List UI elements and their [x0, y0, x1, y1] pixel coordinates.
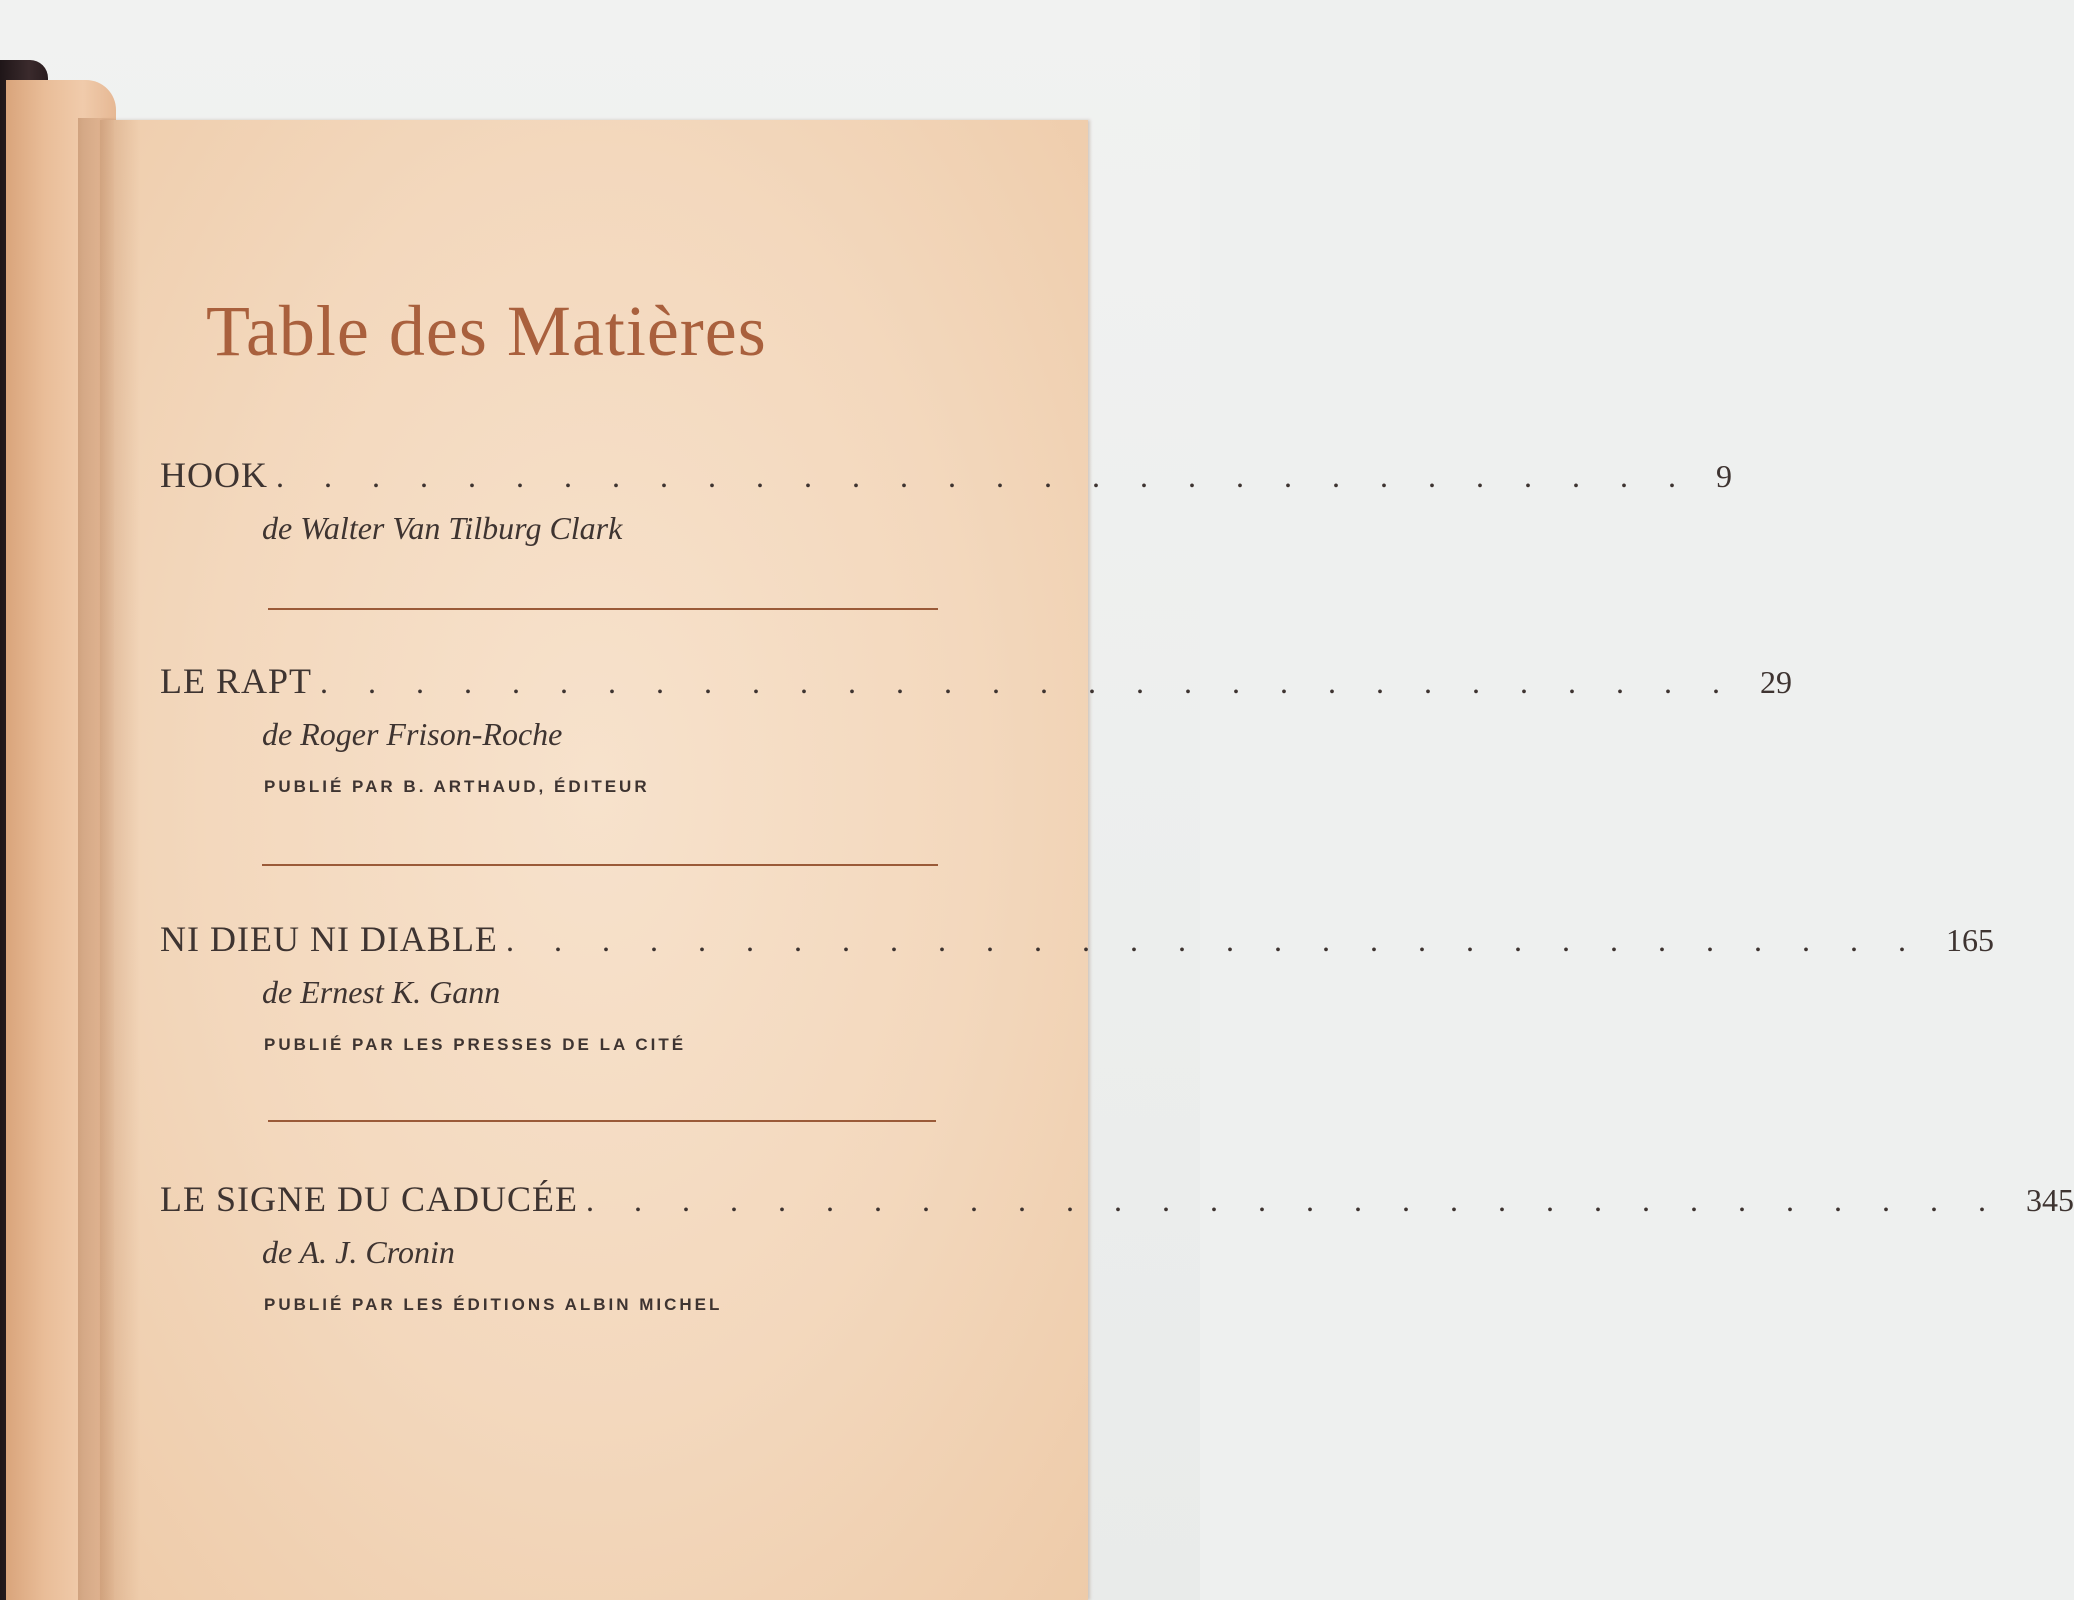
gutter — [78, 118, 114, 1600]
entry-title: HOOK — [160, 455, 268, 495]
entry-author: de A. J. Cronin — [262, 1234, 455, 1270]
entry-author: de Roger Frison-Roche — [262, 716, 563, 752]
entry-publisher: PUBLIÉ PAR LES PRESSES DE LA CITÉ — [264, 1035, 687, 1054]
section-divider — [268, 608, 938, 610]
entry-publisher: PUBLIÉ PAR LES ÉDITIONS ALBIN MICHEL — [264, 1295, 723, 1314]
dot-leader: . . . . . . . . . . . . . . . . . . . . . . . . . . . . . . — [276, 458, 1692, 494]
toc-entry-ni-dieu-ni-diable — [160, 918, 1994, 1055]
page-number: 165 — [1945, 922, 1994, 958]
section-divider — [268, 1120, 936, 1122]
toc-entry-line — [160, 918, 1994, 962]
page-title: Table des Matières — [206, 291, 767, 371]
dot-leader: . . . . . . . . . . . . . . . . . . . . . . . . . . . . . . — [505, 922, 1922, 958]
entry-author: de Ernest K. Gann — [262, 974, 501, 1010]
entry-title: LE RAPT — [160, 661, 313, 701]
toc-entry-line — [160, 454, 1732, 498]
entry-author: de Walter Van Tilburg Clark — [262, 510, 623, 546]
entry-title: NI DIEU NI DIABLE — [160, 919, 498, 959]
page-number: 29 — [1760, 664, 1793, 700]
dot-leader: . . . . . . . . . . . . . . . . . . . . . . . . . . . . . . — [320, 664, 1737, 700]
section-divider — [262, 864, 938, 866]
page-number: 9 — [1716, 458, 1732, 494]
entry-publisher: PUBLIÉ PAR B. ARTHAUD, ÉDITEUR — [264, 777, 650, 796]
toc-entry-line — [160, 660, 1793, 704]
toc-entry-hook — [160, 454, 1732, 547]
entry-title: LE SIGNE DU CADUCÉE — [160, 1179, 578, 1219]
page-number: 345 — [2025, 1182, 2074, 1218]
toc-entry-le-signe-du-caducee — [160, 1178, 2074, 1315]
toc-entry-le-rapt — [160, 660, 1793, 797]
toc-entry-line — [160, 1178, 2074, 1222]
dot-leader: . . . . . . . . . . . . . . . . . . . . . . . . . . . . . . — [585, 1182, 2002, 1218]
